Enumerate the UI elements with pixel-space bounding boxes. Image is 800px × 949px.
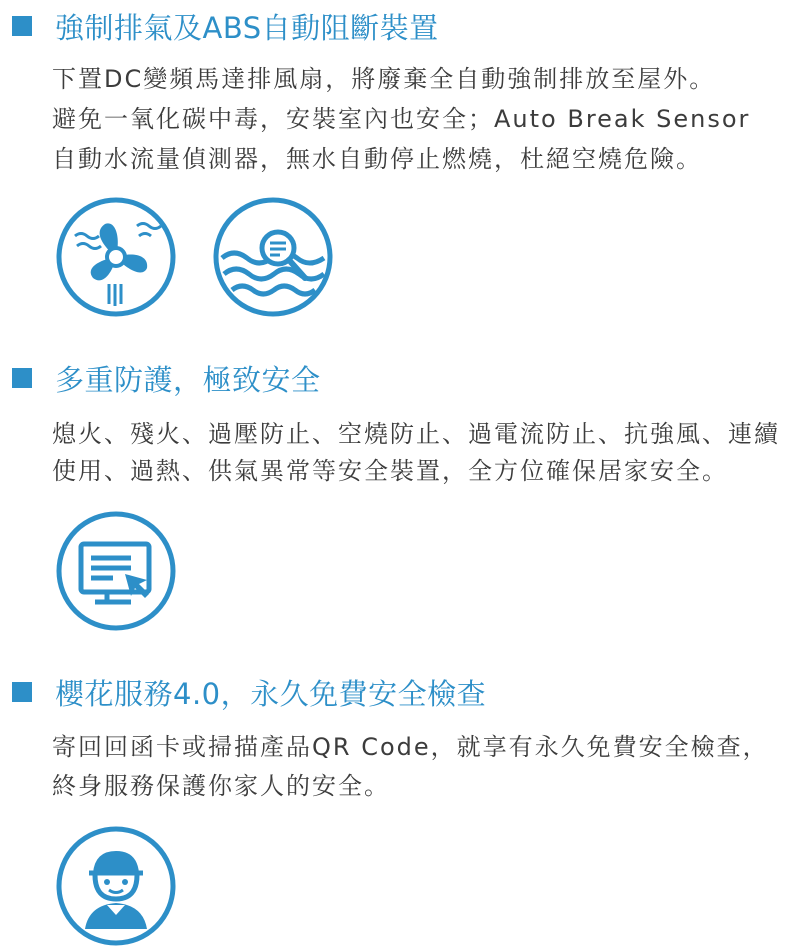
body-text-line: 寄回回函卡或掃描產品QR Code，就享有永久免費安全檢查， [52,733,769,761]
body-text-line: 下置DC變頻馬達排風扇，將廢棄全自動強制排放至屋外。 [52,65,716,93]
water-sensor-icon [212,196,334,318]
section-title: 櫻花服務4.0，永久免費安全檢查 [55,676,487,711]
square-bullet-icon [12,368,32,388]
monitor-cursor-icon [55,510,177,632]
body-text-line: 使用、過熱、供氣異常等安全裝置，全方位確保居家安全。 [52,457,728,485]
body-text-line: 避免一氧化碳中毒，安裝室內也安全；Auto Break Sensor [52,105,751,133]
square-bullet-icon [12,682,32,702]
section-heading-protection [12,358,321,398]
section-title: 多重防護，極致安全 [55,362,321,397]
body-text-line: 自動水流量偵測器，無水自動停止燃燒，杜絕空燒危險。 [52,145,702,173]
section-heading-service [12,672,486,712]
technician-icon [55,825,177,947]
section-heading-exhaust [12,6,439,46]
fan-icon [55,196,177,318]
body-text-line: 終身服務保護你家人的安全。 [52,772,390,800]
section-title: 強制排氣及ABS自動阻斷裝置 [55,10,439,45]
square-bullet-icon [12,16,32,36]
body-text-line: 熄火、殘火、過壓防止、空燒防止、過電流防止、抗強風、連續 [52,420,780,448]
